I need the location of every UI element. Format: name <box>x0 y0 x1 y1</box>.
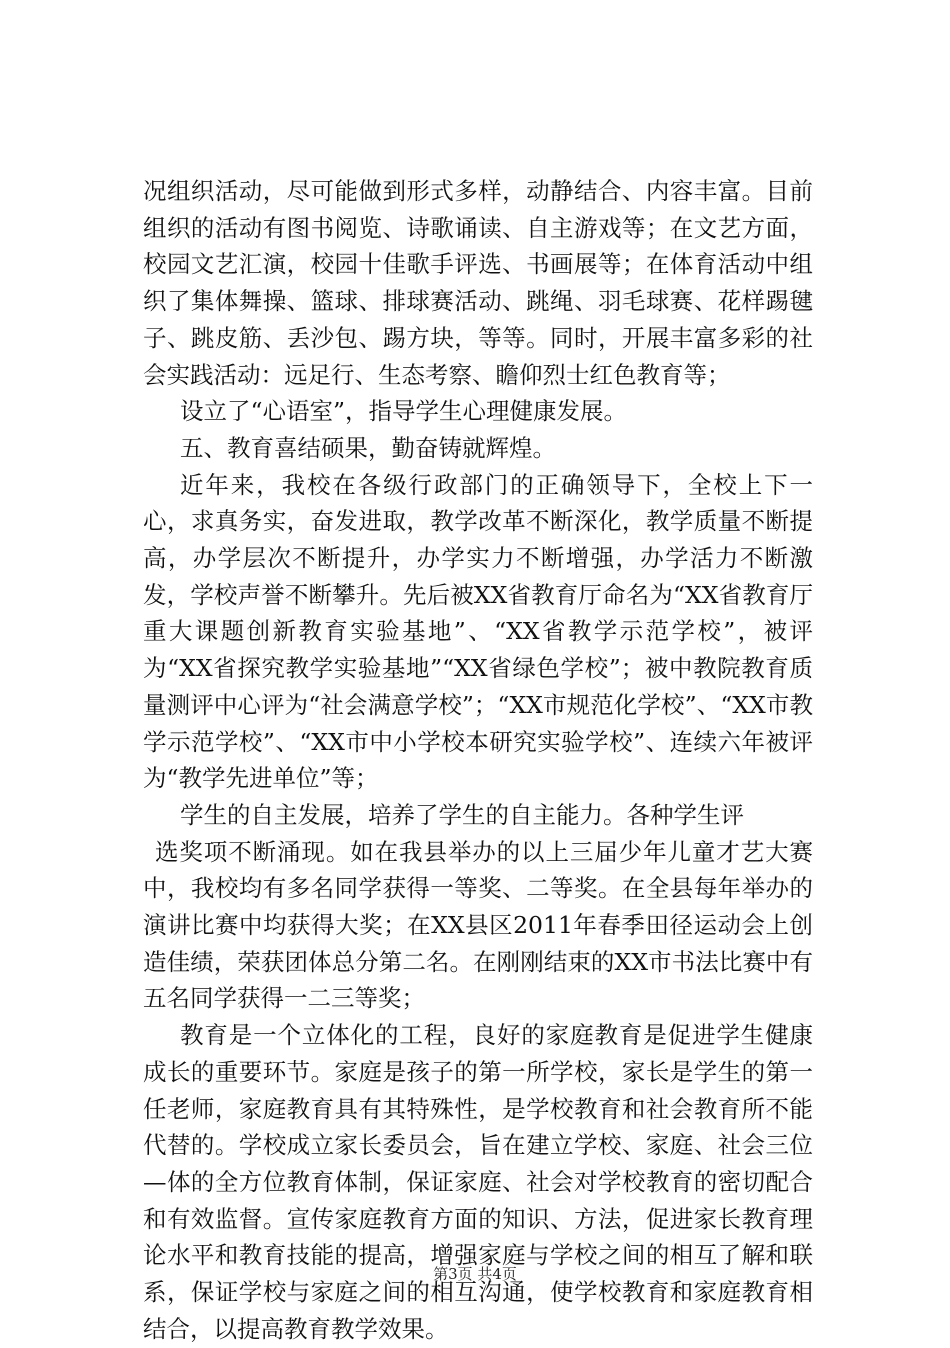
paragraph-student-development: 学生的自主发展，培养了学生的自主能力。各种学生评 <box>180 800 744 829</box>
paragraph-awards: 选奖项不断涌现。如在我县举办的以上三届少年儿童才艺大赛中，我校均有多名同学获得一等奖、二等奖。在全县每年举办的演讲比赛中均获得大奖；在XX县区2011年春季田径运动会上创造佳绩，荣获团体总分第二名。在刚刚结束的XX市书法比赛中有五名同学获得一二三等奖； <box>143 837 813 1013</box>
paragraph-heart-room: 设立了“心语室”，指导学生心理健康发展。 <box>180 397 628 426</box>
page-number-footer: 第3页 共4页 <box>433 1265 517 1283</box>
document-body <box>143 173 813 1348</box>
section-heading-achievements: 五、教育喜结硕果，勤奋铸就辉煌。 <box>180 433 556 462</box>
paragraph-family-education: 教育是一个立体化的工程，良好的家庭教育是促进学生健康成长的重要环节。家庭是孩子的第一所学校，家长是学生的第一任老师，家庭教育具有其特殊性，是学校教育和社会教育所不能代替的。学校成立家长委员会，旨在建立学校、家庭、社会三位—体的全方位教育体制，保证家庭、社会对学校教育的密切配合和有效监督。宣传家庭教育方面的知识、方法，促进家长教育理论水平和教育技能的提高，增强家庭与学校之间的相互了解和联系，保证学校与家庭之间的相互沟通，使学校教育和家庭教育相结合，以提高教育教学效果。 <box>143 1021 813 1343</box>
paragraph-activities: 况组织活动，尽可能做到形式多样，动静结合、内容丰富。目前组织的活动有图书阅览、诗歌诵读、自主游戏等；在文艺方面，校园文艺汇演，校园十佳歌手评选、书画展等；在体育活动中组织了集体舞操、篮球、排球赛活动、跳绳、羽毛球赛、花样踢毽子、跳皮筋、丢沙包、踢方块，等等。同时，开展丰富多彩的社会实践活动：远足行、生态考察、瞻仰烈士红色教育等； <box>143 177 813 389</box>
paragraph-honors: 近年来，我校在各级行政部门的正确领导下，全校上下一心，求真务实，奋发进取，教学改革不断深化，教学质量不断提高，办学层次不断提升，办学实力不断增强，办学活力不断激发，学校声誉不断攀升。先后被XX省教育厅命名为“XX省教育厅重大课题创新教育实验基地”、“XX省教学示范学校”，被评为“XX省探究教学实验基地”“XX省绿色学校”；被中教院教育质量测评中心评为“社会满意学校”；“XX市规范化学校”、“XX市教学示范学校”、“XX市中小学校本研究实验学校”、连续六年被评为“教学先进单位”等； <box>143 470 813 793</box>
